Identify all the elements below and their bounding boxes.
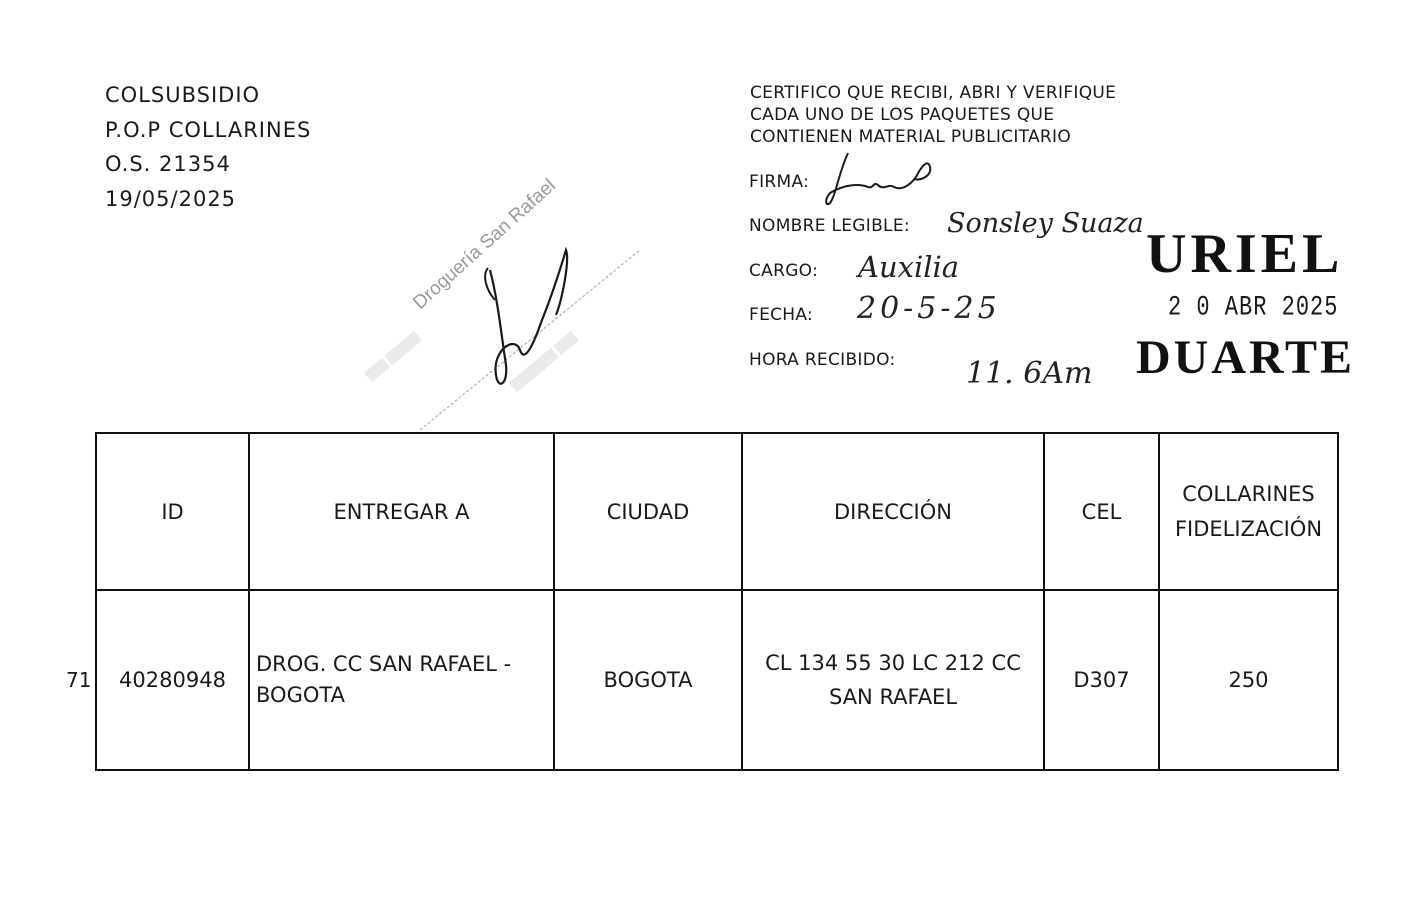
header-cel: CEL (1044, 433, 1159, 590)
svg-text:▒▒▒ ▒▒▒▒▒: ▒▒▒ ▒▒▒▒▒ (364, 331, 423, 383)
nombre-label: NOMBRE LEGIBLE: (749, 216, 910, 236)
company-name: COLSUBSIDIO (105, 83, 261, 107)
cell-direccion-line: CL 134 55 30 LC 212 CC (765, 651, 1021, 675)
order-header (105, 78, 311, 216)
header-entregar: ENTREGAR A (249, 433, 554, 590)
header-collarines-line: FIDELIZACIÓN (1174, 516, 1323, 541)
table-header-row (96, 433, 1338, 590)
stamp-date: 2 0 ABR 2025 (1168, 292, 1339, 324)
cargo-label: CARGO: (749, 261, 819, 281)
svg-text:▒▒▒▒▒▒▒ ▒▒▒: ▒▒▒▒▒▒▒ ▒▒▒ (509, 331, 579, 393)
cargo-value: Auxilia (858, 250, 960, 284)
header-ciudad: CIUDAD (554, 433, 742, 590)
nombre-value: Sonsley Suaza (947, 208, 1144, 239)
header-id: ID (96, 433, 249, 590)
pharmacy-seal (350, 150, 640, 430)
cell-direccion-line: SAN RAFAEL (828, 685, 958, 709)
cell-entregar (249, 590, 554, 770)
delivery-table (95, 432, 1339, 771)
hora-value: 11. 6Am (966, 356, 1093, 391)
cell-cel: D307 (1044, 590, 1159, 770)
order-number: O.S. 21354 (105, 152, 231, 176)
cell-entregar-line: DROG. CC SAN RAFAEL - (256, 652, 512, 676)
fecha-value: 20-5-25 (857, 291, 1001, 326)
seal-text: Droguería San Rafael (409, 175, 560, 314)
product-name: P.O.P COLLARINES (105, 117, 312, 142)
cell-id: 40280948 (96, 590, 249, 770)
fecha-label: FECHA: (749, 305, 814, 325)
firma-label: FIRMA: (749, 172, 810, 192)
stamp-name-duarte: DUARTE (1136, 331, 1355, 384)
hora-label: HORA RECIBIDO: (749, 350, 896, 370)
order-date: 19/05/2025 (105, 186, 237, 211)
header-direccion: DIRECCIÓN (742, 433, 1044, 590)
cell-direccion (742, 590, 1044, 770)
cell-entregar-line: BOGOTA (256, 683, 345, 707)
certification-line: CONTIENEN MATERIAL PUBLICITARIO (750, 127, 1072, 147)
row-number: 71 (66, 668, 92, 692)
certification-line: CADA UNO DE LOS PAQUETES QUE (750, 105, 1055, 125)
header-collarines-line: COLLARINES (1182, 481, 1315, 506)
certification-line: CERTIFICO QUE RECIBI, ABRI Y VERIFIQUE (750, 83, 1117, 103)
signature-firma (818, 145, 948, 210)
stamp-name-uriel: URIEL (1146, 223, 1344, 285)
header-collarines (1159, 433, 1338, 590)
table-row (96, 590, 1338, 770)
cell-ciudad: BOGOTA (554, 590, 742, 770)
cell-collarines: 250 (1159, 590, 1338, 770)
certification-text (750, 82, 1116, 148)
